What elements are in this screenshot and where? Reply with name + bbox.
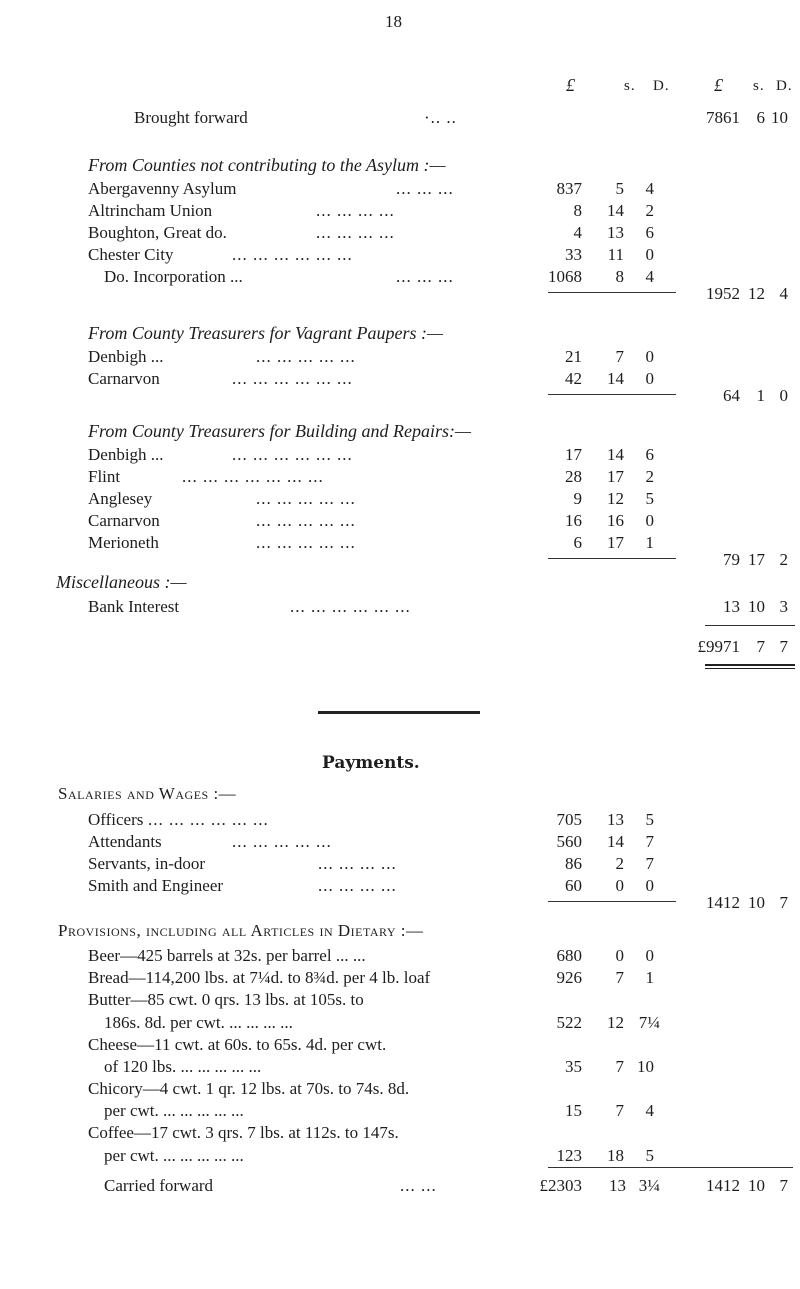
subtotal-rule [548,558,676,559]
section-heading: Salaries and Wages :— [58,784,237,803]
amount-pence: 0 [645,511,654,530]
row-label: Chicory—4 cwt. 1 qr. 12 lbs. at 70s. to 74s. 8d. [88,1079,410,1098]
amount-pence: 1 [645,968,654,987]
amount-pounds: 837 [556,179,582,198]
amount-shillings: 6 [756,108,765,127]
amount-pence: 2 [645,467,654,486]
row-label-cont: per cwt. ... ... ... ... ... [104,1146,244,1165]
amount-shillings: 17 [607,533,624,552]
row-label: Chester City [88,245,174,264]
amount-pence: 5 [645,489,654,508]
amount-shillings: 17 [607,467,624,486]
amount-pounds: 680 [556,946,582,965]
amount-pence: 10 [771,108,788,127]
row-leader: ... ... ... ... [316,201,395,220]
amount-pence: 0 [645,946,654,965]
amount-pounds: 60 [565,876,582,895]
amount-pounds: 1068 [548,267,582,286]
amount-shillings: 7 [615,347,624,366]
amount-pounds: 17 [565,445,582,464]
double-rule [705,668,795,669]
subtotal-pounds: 1412 [706,893,740,912]
subtotal-pounds: 64 [723,386,740,405]
section-heading: From Counties not contributing to the Asylum :— [88,155,446,175]
row-label: Smith and Engineer [88,876,224,895]
row-leader: ... ... ... ... ... ... [232,245,353,264]
subtotal-shillings: 1 [756,386,765,405]
amount-shillings: 7 [615,968,624,987]
amount-shillings: 5 [615,179,624,198]
row-label: Carnarvon [88,511,160,530]
amount-shillings: 12 [607,1013,624,1032]
amount-pence: 7¼ [638,1013,660,1032]
amount-shillings: 13 [607,810,624,829]
row-label: Servants, in-door [88,854,206,873]
amount-shillings: 14 [607,201,624,220]
row-leader: ... ... [400,1176,437,1195]
row-leader: ... ... ... ... ... ... ... [182,467,324,486]
amount-pounds: 7861 [706,108,740,127]
row-label: Do. Incorporation ... [104,267,243,286]
subtotal-pence: 0 [779,386,788,405]
amount-pounds: 86 [565,854,582,873]
amount-shillings: 0 [615,946,624,965]
section-heading: Miscellaneous :— [56,572,187,592]
row-label: Abergavenny Asylum [88,179,237,198]
subtotal-shillings: 10 [748,893,765,912]
subtotal-pence: 4 [779,284,788,303]
amount-pence: 0 [645,876,654,895]
grand-total-shillings: 7 [756,637,765,656]
row-leader: ... ... ... ... ... [256,347,356,366]
subtotal-rule [548,1167,793,1168]
amount-pounds: 33 [565,245,582,264]
amount-pounds: 123 [556,1146,582,1165]
amount-shillings: 13 [607,223,624,242]
amount-pounds: 13 [723,597,740,616]
amount-pence: 3 [779,597,788,616]
amount-pounds: 926 [556,968,582,987]
subtotal-pence: 7 [779,893,788,912]
amount-pounds: 16 [565,511,582,530]
subtotal-rule [548,901,676,902]
subtotal-shillings: 17 [748,550,765,569]
grand-total-pounds: £9971 [697,637,740,656]
row-leader: ... ... ... ... ... [256,533,356,552]
section-heading: From County Treasurers for Vagrant Paupers :— [88,323,444,343]
section-heading: Provisions, including all Articles in Dietary :— [58,921,424,940]
subtotal-rule [548,394,676,395]
row-label: Coffee—17 cwt. 3 qrs. 7 lbs. at 112s. to 147s. [88,1123,399,1142]
amount-pence: 6 [645,445,654,464]
row-leader: ... ... ... ... ... ... [232,369,353,388]
amount-pounds: 8 [573,201,582,220]
total-rule [705,625,795,626]
carried-forward-pounds-2: 1412 [706,1176,740,1195]
row-label: Attendants [88,832,162,851]
amount-pence: 10 [637,1057,654,1076]
page-number: 18 [385,12,402,31]
row-leader: ... ... ... ... ... [232,832,332,851]
amount-pence: 6 [645,223,654,242]
amount-pounds: 21 [565,347,582,366]
amount-pence: 1 [645,533,654,552]
amount-pounds: 705 [556,810,582,829]
subtotal-pounds: 79 [723,550,740,569]
col-a-pound-header: £ [566,75,575,95]
row-leader: ... ... ... [396,179,454,198]
amount-pence: 0 [645,245,654,264]
row-leader: ... ... ... ... ... [256,511,356,530]
row-label: Altrincham Union [88,201,213,220]
amount-shillings: 0 [615,876,624,895]
row-label: Butter—85 cwt. 0 qrs. 13 lbs. at 105s. to [88,990,364,1009]
col-a-shilling-header: s. [624,78,636,94]
col-a-pence-header: D. [653,78,670,94]
grand-total-pence: 7 [779,637,788,656]
amount-pounds: 560 [556,832,582,851]
amount-pence: 5 [645,810,654,829]
col-b-pence-header: D. [776,78,793,94]
amount-shillings: 8 [615,267,624,286]
row-leader: ... ... ... ... ... ... [148,810,269,829]
amount-pence: 2 [645,201,654,220]
row-label-cont: per cwt. ... ... ... ... ... [104,1101,244,1120]
row-label: Denbigh ... [88,445,164,464]
amount-pence: 0 [645,347,654,366]
row-label: Bread—114,200 lbs. at 7¼d. to 8¾d. per 4 lb. loaf [88,968,431,987]
subtotal-pence: 2 [779,550,788,569]
amount-shillings: 7 [615,1101,624,1120]
row-label-cont: 186s. 8d. per cwt. ... ... ... ... [104,1013,293,1032]
row-label: Cheese—11 cwt. at 60s. to 65s. 4d. per cwt. [88,1035,387,1054]
amount-shillings: 10 [748,597,765,616]
amount-pounds: 6 [573,533,582,552]
amount-shillings: 16 [607,511,624,530]
amount-pounds: 42 [565,369,582,388]
carried-forward-shillings-2: 10 [748,1176,765,1195]
amount-pence: 7 [645,854,654,873]
amount-shillings: 14 [607,369,624,388]
amount-shillings: 7 [615,1057,624,1076]
double-rule [705,664,795,666]
payments-title: Payments. [322,753,420,773]
carried-forward-pence: 3¼ [638,1176,660,1195]
subtotal-pounds: 1952 [706,284,740,303]
row-leader: ... ... ... ... [316,223,395,242]
carried-forward-pence-2: 7 [779,1176,788,1195]
amount-shillings: 14 [607,445,624,464]
row-label: Anglesey [88,489,153,508]
row-leader: ... ... ... ... [318,854,397,873]
row-label: Officers [88,810,144,829]
amount-shillings: 11 [607,245,624,264]
amount-pounds: 9 [573,489,582,508]
amount-shillings: 12 [607,489,624,508]
carried-forward-shillings: 13 [609,1176,626,1195]
col-b-pound-header: £ [714,75,723,95]
row-leader: ... ... ... ... ... ... [290,597,411,616]
carried-forward-label: Carried forward [104,1176,214,1195]
amount-pounds: 522 [556,1013,582,1032]
amount-pence: 5 [645,1146,654,1165]
subtotal-shillings: 12 [748,284,765,303]
row-label: Denbigh ... [88,347,164,366]
brought-forward-label: Brought forward [134,108,248,127]
section-divider [318,711,480,714]
subtotal-rule [548,292,676,293]
amount-pounds: 4 [573,223,582,242]
amount-pence: 7 [645,832,654,851]
amount-pence: 4 [645,267,654,286]
carried-forward-pounds: £2303 [539,1176,582,1195]
amount-shillings: 14 [607,832,624,851]
row-label: Beer—425 barrels at 32s. per barrel ... ... [88,946,366,965]
row-label: Merioneth [88,533,159,552]
amount-pence: 4 [645,1101,654,1120]
brought-forward-leader: ·.. .. [424,108,457,127]
row-label: Bank Interest [88,597,180,616]
amount-pounds: 15 [565,1101,582,1120]
row-label: Carnarvon [88,369,160,388]
row-label: Flint [88,467,121,486]
row-label-cont: of 120 lbs. ... ... ... ... ... [104,1057,262,1076]
amount-pounds: 28 [565,467,582,486]
amount-pence: 4 [645,179,654,198]
row-leader: ... ... ... ... [318,876,397,895]
amount-pounds: 35 [565,1057,582,1076]
amount-shillings: 2 [615,854,624,873]
row-leader: ... ... ... ... ... ... [232,445,353,464]
row-leader: ... ... ... [396,267,454,286]
section-heading: From County Treasurers for Building and Repairs:— [88,421,472,441]
amount-shillings: 18 [607,1146,624,1165]
row-leader: ... ... ... ... ... [256,489,356,508]
col-b-shilling-header: s. [753,78,765,94]
row-label: Boughton, Great do. [88,223,227,242]
amount-pence: 0 [645,369,654,388]
